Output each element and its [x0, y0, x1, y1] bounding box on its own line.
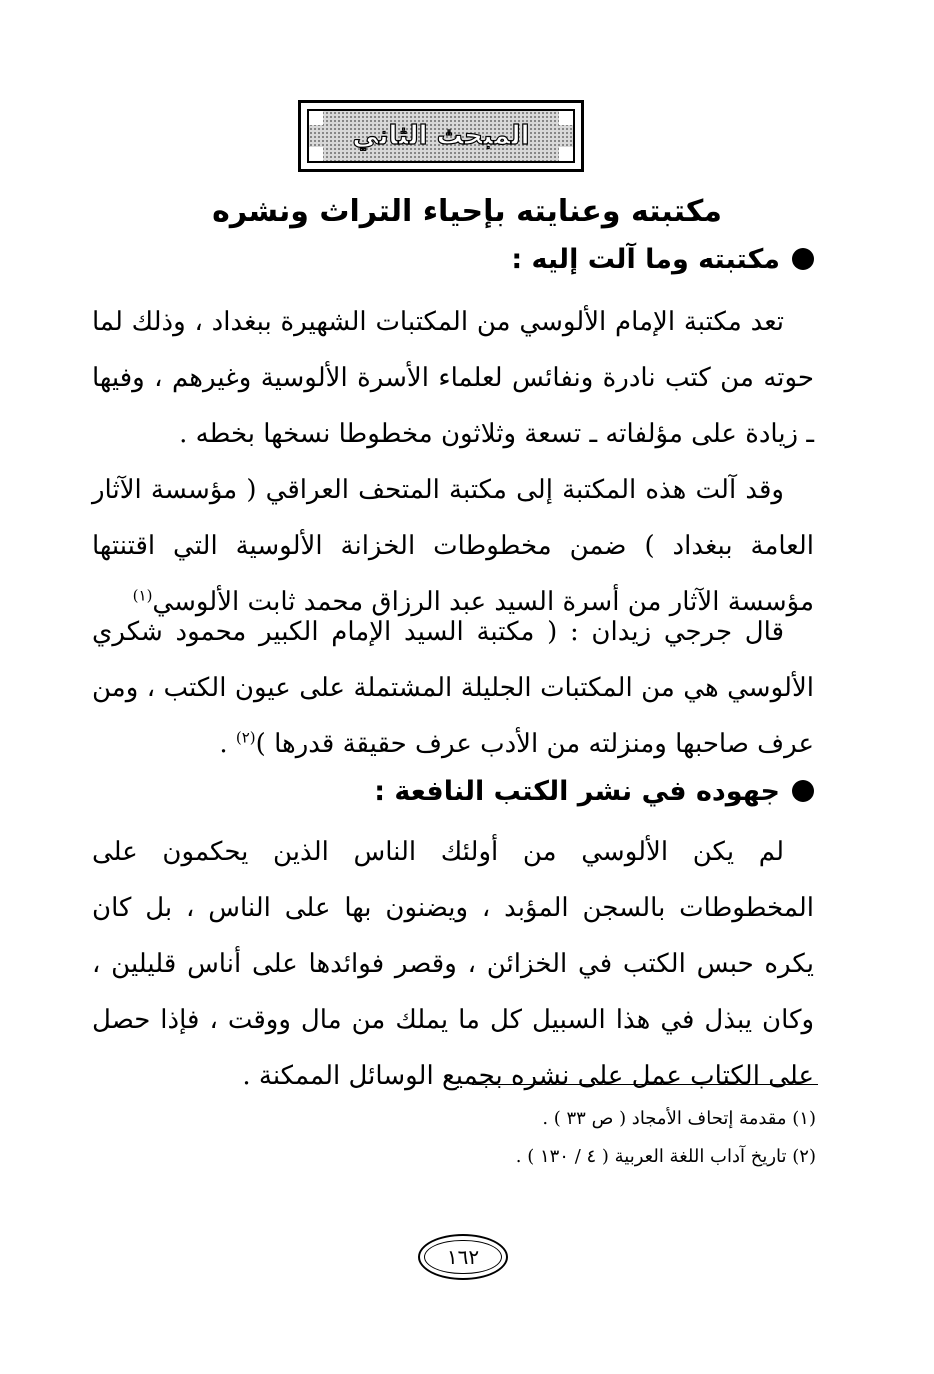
subheading-library-text: مكتبته وما آلت إليه : [511, 244, 780, 275]
paragraph-zaidan-quote-text: قال جرجي زيدان : ( مكتبة السيد الإمام الكبير محمود شكري الألوسي هي من المكتبات الجليلة المشتملة على عيون الكتب ، ومن عرف صاحبها ومنزلته من الأدب عرف حقيقة قدرها ) [92, 617, 814, 759]
subheading-publishing-efforts [374, 772, 814, 812]
paragraph-library-fate-text: وقد آلت هذه المكتبة إلى مكتبة المتحف العراقي ( مؤسسة الآثار العامة ببغداد ) ضمن مخطوطات الخزانة الألوسية التي اقتنتها مؤسسة الآثار من أسرة السيد عبد الرزاق محمد ثابت الألوسي [92, 475, 814, 617]
bullet-icon [792, 248, 814, 270]
footnote-1: (١) مقدمة إتحاف الأمجاد ( ص ٣٣ ) . [542, 1108, 816, 1129]
paragraph-zaidan-quote [92, 604, 814, 772]
subheading-library [511, 240, 814, 280]
bullet-icon [792, 780, 814, 802]
footnote-separator [472, 1084, 818, 1085]
subheading-publishing-efforts-text: جهوده في نشر الكتب النافعة : [374, 776, 780, 807]
chapter-heading-frame [298, 100, 584, 172]
footnote-ref-1: (١) [132, 586, 153, 605]
footnote-ref-2: (٢) [235, 728, 256, 747]
frame-corner-ornament [559, 147, 575, 163]
paragraph-library-description: تعد مكتبة الإمام الألوسي من المكتبات الشهيرة ببغداد ، وذلك لما حوته من كتب نادرة ونفائس لعلماء الأسرة الألوسية وغيرهم ، وفيها ـ زيادة على مؤلفاته ـ تسعة وثلاثون مخطوطا نسخها بخطه . [92, 307, 814, 449]
page-number: ١٦٢ [446, 1245, 480, 1269]
section-title: مكتبته وعنايته بإحياء التراث ونشره [212, 194, 722, 229]
page-number-badge [418, 1234, 508, 1280]
chapter-label: المبحث الثاني [352, 121, 530, 151]
paragraph-zaidan-quote-end: . [219, 729, 236, 759]
frame-corner-ornament [307, 147, 323, 163]
chapter-heading-panel [307, 109, 575, 163]
frame-corner-ornament [307, 109, 323, 125]
footnotes [216, 1100, 816, 1176]
footnote-2: (٢) تاريخ آداب اللغة العربية ( ٤ / ١٣٠ ) . [515, 1146, 816, 1167]
frame-corner-ornament [559, 109, 575, 125]
paragraph-publishing-efforts: لم يكن الألوسي من أولئك الناس الذين يحكمون على المخطوطات بالسجن المؤبد ، ويضنون بها على الناس ، بل كان يكره حبس الكتب في الخزائن ، وقصر فوائدها على أناس قليلين ، وكان يبذل في هذا السبيل كل ما يملك من مال ووقت ، فإذا حصل على الكتاب عمل على نشره بجميع الوسائل الممكنة . [92, 837, 814, 1091]
